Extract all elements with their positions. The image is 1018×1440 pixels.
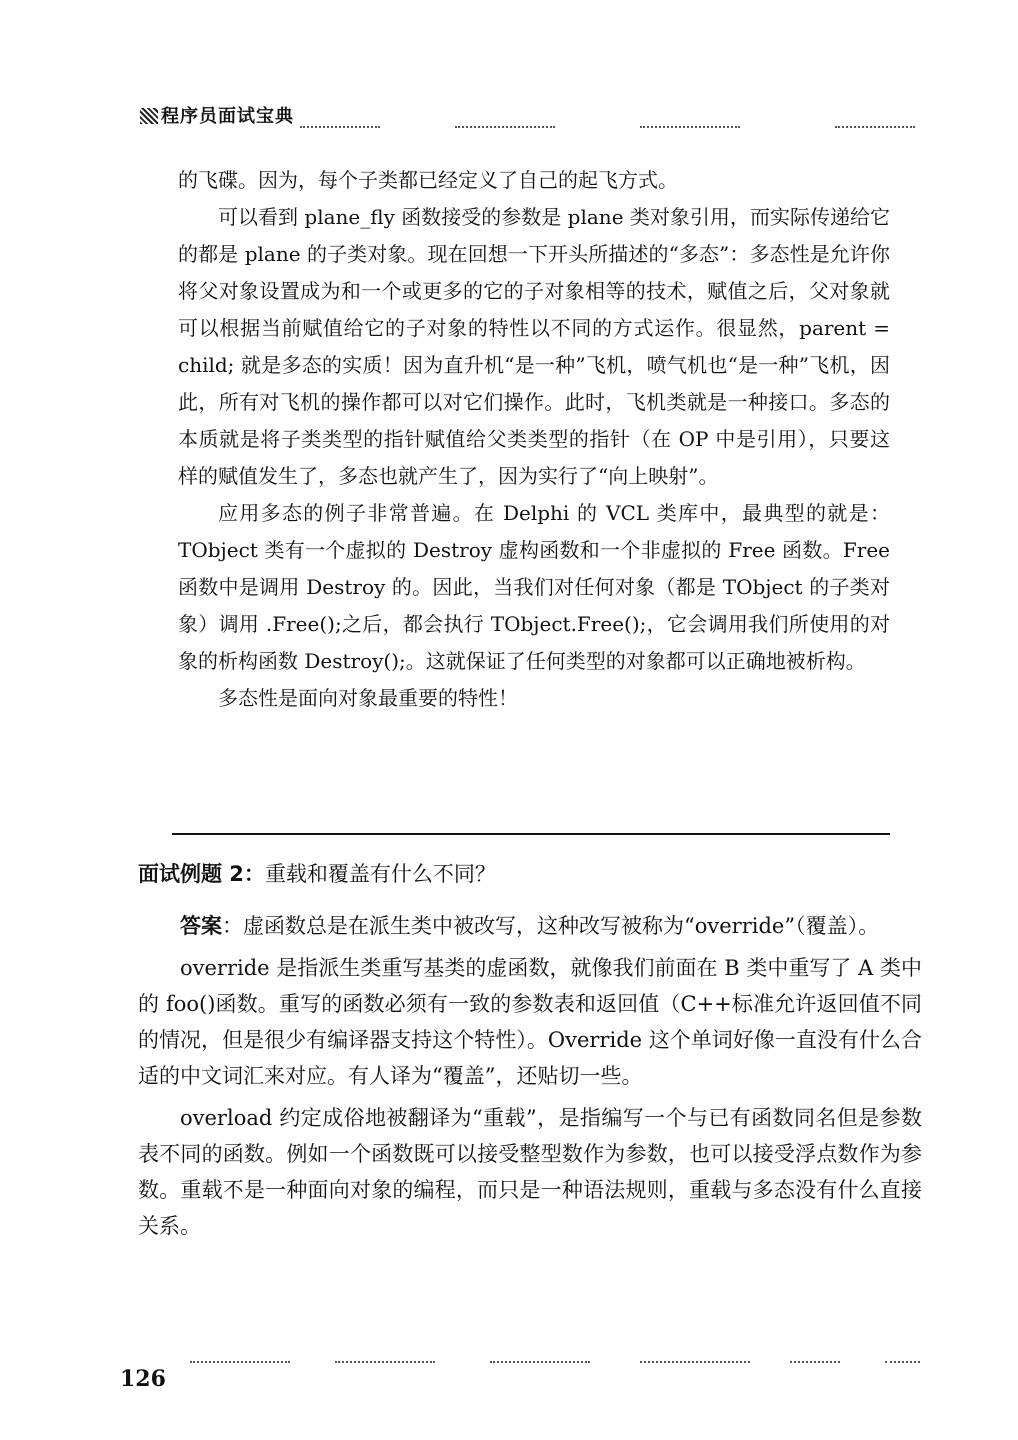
quote-end-rule	[172, 833, 890, 835]
quote-paragraph-1: 的飞碟。因为，每个子类都已经定义了自己的起飞方式。	[178, 168, 678, 192]
footer-divider	[640, 1361, 750, 1363]
quote-paragraph-4: 多态性是面向对象最重要的特性！	[218, 686, 518, 710]
answer-paragraph-2: override 是指派生类重写基类的虚函数，就像我们前面在 B 类中重写了 A 类中的 foo()函数。重写的函数必须有一致的参数表和返回值（C++标准允许返回值不同的情况，但是很少有编译器支持这个特性）。Override 这个单词好像一直没有什么合适的中文词汇来对应。有人译为“覆盖”，还贴切一些。	[138, 956, 922, 1088]
footer-divider	[335, 1361, 435, 1363]
footer-divider	[490, 1361, 590, 1363]
quote-paragraph-3: 应用多态的例子非常普遍。在 Delphi 的 VCL 类库中，最典型的就是：TObject 类有一个虚拟的 Destroy 虚构函数和一个非虚拟的 Free 函数。Free 函数中是调用 Destroy 的。因此，当我们对任何对象（都是 TObject 的子类对象）调用 .Free();之后，都会执行 TObject.Free();，它会调用我们所使用的对象的析构函数 Destroy();。这就保证了任何类型的对象都可以正确地被析构。	[178, 501, 890, 673]
answer-label: 答案	[180, 914, 222, 938]
footer-divider	[790, 1361, 840, 1363]
answer-paragraph-3: overload 约定成俗地被翻译为“重载”，是指编写一个与已有函数同名但是参数表不同的函数。例如一个函数既可以接受整型数作为参数，也可以接受浮点数作为参数。重载不是一种面向对象的编程，而只是一种语法规则，重载与多态没有什么直接关系。	[138, 1106, 922, 1238]
question-text: 重载和覆盖有什么不同？	[264, 862, 496, 886]
header-divider	[640, 126, 740, 128]
answer-paragraph-1-text: ：虚函数总是在派生类中被改写，这种改写被称为“override”（覆盖）。	[222, 914, 880, 938]
page-number: 126	[120, 1366, 166, 1392]
quoted-block	[178, 162, 890, 717]
answer-block	[138, 908, 922, 1250]
book-title: 程序员面试宝典	[161, 106, 294, 127]
answer-paragraph-1	[138, 908, 922, 944]
book-logo-icon	[140, 108, 158, 124]
quote-paragraph-2: 可以看到 plane_fly 函数接受的参数是 plane 类对象引用，而实际传递给它的都是 plane 的子类对象。现在回想一下开头所描述的“多态”：多态性是允许你将父对象设置成为和一个或更多的它的子对象相等的技术，赋值之后，父对象就可以根据当前赋值给它的子对象的特性以不同的方式运作。很显然，parent = child; 就是多态的实质！因为直升机“是一种”飞机，喷气机也“是一种”飞机，因此，所有对飞机的操作都可以对它们操作。此时，飞机类就是一种接口。多态的本质就是将子类类型的指针赋值给父类类型的指针（在 OP 中是引用），只要这样的赋值发生了，多态也就产生了，因为实行了“向上映射”。	[178, 205, 890, 488]
question-title	[138, 858, 496, 888]
header-divider	[835, 126, 915, 128]
footer-divider	[190, 1361, 290, 1363]
footer-divider	[885, 1361, 920, 1363]
running-header	[140, 102, 294, 128]
header-divider	[455, 126, 555, 128]
header-divider	[300, 126, 380, 128]
question-label: 面试例题 2：	[138, 862, 265, 886]
